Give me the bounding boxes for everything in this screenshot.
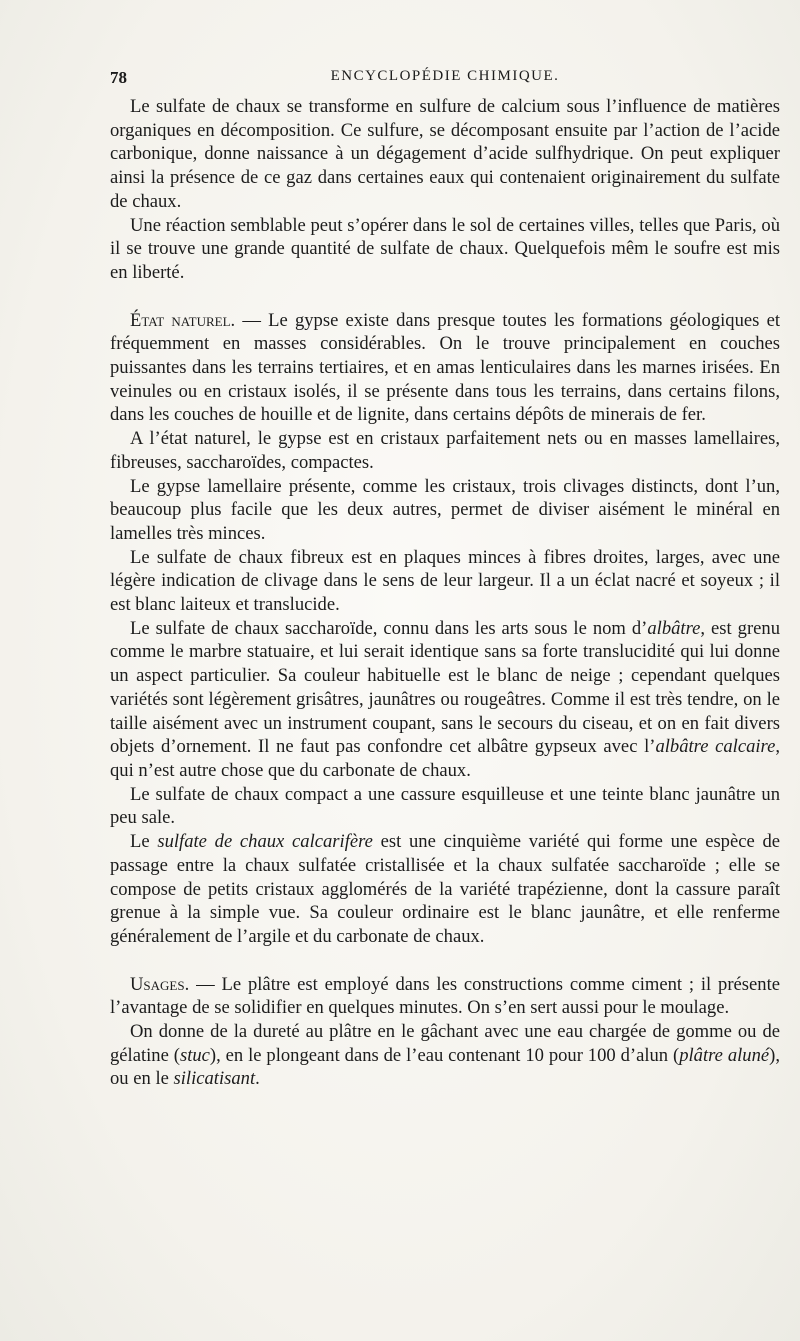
text-run: .: [255, 1068, 260, 1090]
term-stuc: stuc: [179, 1044, 210, 1066]
term-albatre-calcaire: albâtre calcaire: [655, 736, 776, 758]
paragraph-sulfure: Le sulfate de chaux se transforme en sulfure de calcium sous l’influence de matières organiques en décomposition. Ce sulfure, se décomposant ensuite par l’action de l’acide carbonique, donne naissance à un dégagement d’acide sulfhydrique. On peut expliquer ainsi la présence de ce gaz dans certaines eaux qui contenaient originairement du sulfate de chaux.: [110, 96, 780, 212]
paragraph-paris: Une réaction semblable peut s’opérer dans le sol de certaines villes, telles que Paris, où il se trouve une grande quantité de sulfate de chaux. Quelquefois mêm le soufre est mis en liberté.: [110, 214, 780, 283]
paragraph-etat-naturel-text: — Le gypse existe dans presque toutes les formations géologiques et fréquemment en masses considérables. On le trouve principalement en couches puissantes dans les terrains tertiaires, et en amas lenticulaires dans les marnes irisées. En veinules ou en cristaux isolés, il se présente dans tous les terrains, dans certains filons, dans les couches de houille et de lignite, dans certains dépôts de minerais de fer.: [110, 309, 780, 426]
section-heading-usages: Usages.: [130, 973, 190, 995]
paragraph-calcarifere: [110, 830, 780, 949]
paragraph-etat-naturel: [110, 309, 780, 428]
paragraph-sulfate-fibreux: Le sulfate de chaux fibreux est en plaques minces à fibres droites, larges, avec une légère indication de clivage dans le sens de leur largeur. Il a un éclat nacré et soyeux ; il est blanc laiteux et translucide.: [110, 546, 780, 616]
text-run: est une cinquième variété qui forme une espèce de passage entre la chaux sulfatée cristallisée et la chaux sulfatée saccharoïde ; elle se compose de petits cristaux agglomérés de la variété trapézienne, dont la cassure paraît grenue à la simple vue. Sa couleur ordinaire est le blanc jaunâtre, et elle renferme généralement de l’argile et du carbonate de chaux.: [110, 831, 781, 947]
text-run: Le: [130, 831, 158, 853]
term-silicatisant: silicatisant: [173, 1068, 256, 1090]
running-title: ENCYCLOPÉDIE CHIMIQUE.: [330, 68, 560, 84]
term-sulfate-calcarifere: sulfate de chaux calcarifère: [157, 831, 373, 853]
text-run: ), en le plongeant dans de l’eau contenant 10 pour 100 d’alun (: [209, 1044, 680, 1066]
paragraph-saccharoide: [110, 617, 780, 783]
term-albatre: albâtre: [647, 617, 701, 639]
section-heading-etat-naturel: État naturel.: [130, 309, 236, 331]
text-run: , qui n’est autre chose que du carbonate de chaux.: [110, 736, 781, 781]
text-run: , est grenu comme le marbre statuaire, et lui serait identique sans sa forte translucidité qui lui donne un aspect particulier. Sa couleur habituelle est le blanc de neige ; cependant quelques variétés sont légèrement grisâtres, jaunâtres ou rougeâtres. Comme il est très tendre, on le taille aisément avec un instrument coupant, sans le secours du ciseau, et on en fait divers objets d’ornement. Il ne faut pas confondre cet albâtre gypseux avec l’: [110, 617, 780, 758]
paragraph-gypse-lamellaire: Le gypse lamellaire présente, comme les cristaux, trois clivages distincts, dont l’un, beaucoup plus facile que les deux autres, permet de diviser aisément le minéral en lamelles très minces.: [110, 475, 780, 544]
text-run: Le sulfate de chaux saccharoïde, connu dans les arts sous le nom d’: [130, 617, 648, 639]
text-run: On donne de la dureté au plâtre en le gâchant avec une eau chargée de gomme ou de gélatine (: [110, 1021, 780, 1066]
body-text: [110, 95, 780, 1091]
paragraph-usages-text: — Le plâtre est employé dans les constructions comme ciment ; il présente l’avantage de se solidifier en quelques minutes. On s’en sert aussi pour le moulage.: [110, 973, 780, 1019]
paragraph-compact: Le sulfate de chaux compact a une cassure esquilleuse et une teinte blanc jaunâtre un peu sale.: [110, 783, 780, 829]
term-platre-alune: plâtre aluné: [679, 1044, 770, 1066]
paragraph-durete: [110, 1020, 780, 1091]
text-run: ), ou en le: [110, 1044, 780, 1090]
paragraph-etat-cristaux: A l’état naturel, le gypse est en cristaux parfaitement nets ou en masses lamellaires, fibreuses, saccharoïdes, compactes.: [110, 428, 780, 473]
paragraph-usages: [110, 973, 780, 1020]
page-number: 78: [110, 68, 127, 87]
page-header: [110, 64, 780, 92]
